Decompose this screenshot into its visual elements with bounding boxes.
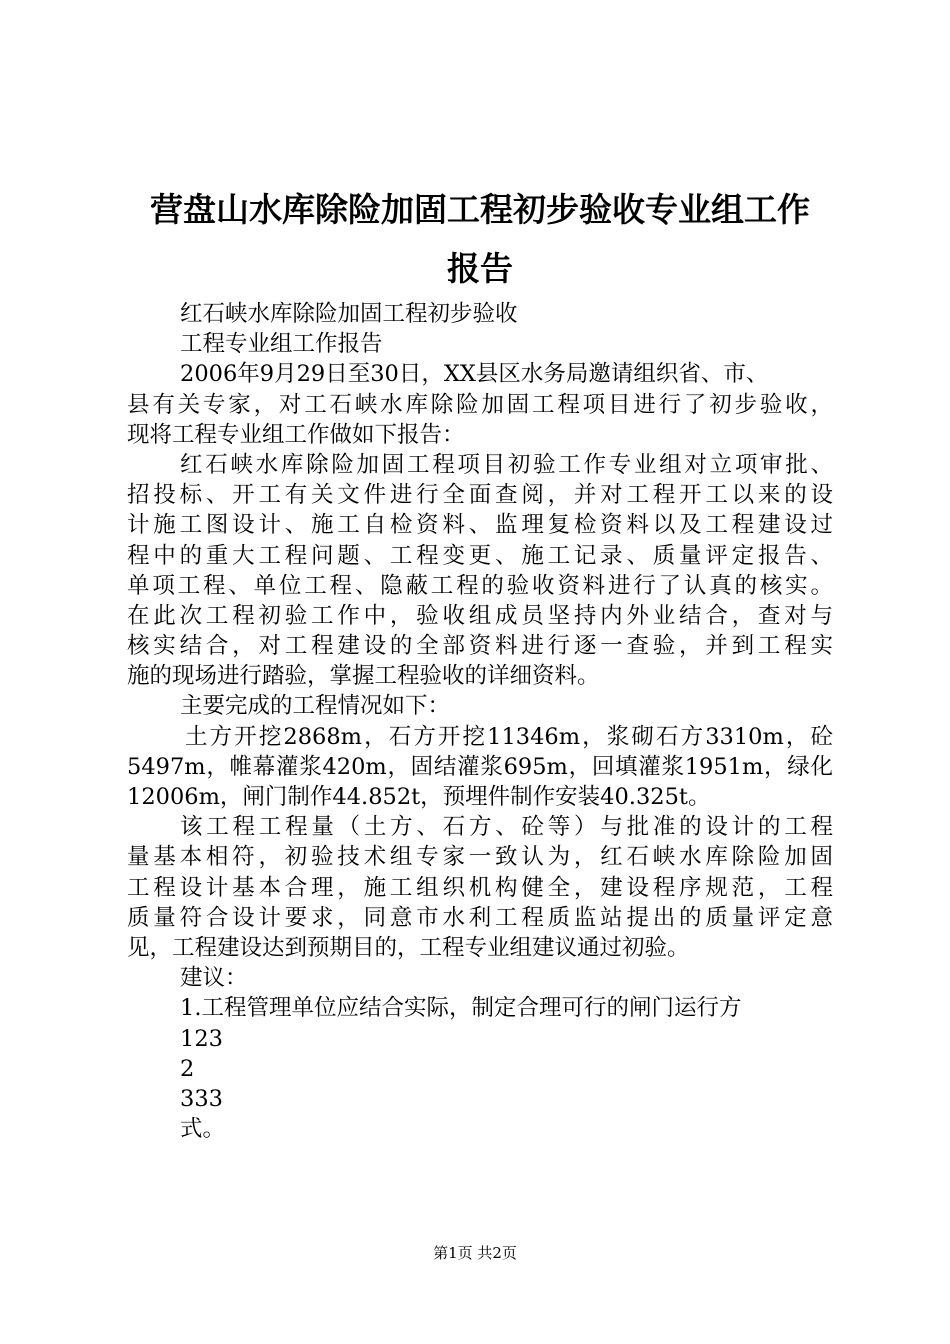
stray-text-line: 333 bbox=[180, 1085, 223, 1112]
quantities-line: 12006m，闸门制作44.852t，预埋件制作安装40.325t。 bbox=[127, 784, 711, 810]
paragraph-intro-line: 现将工程专业组工作做如下报告： bbox=[127, 421, 465, 448]
paragraph-review-line: 程中的重大工程问题、工程变更、施工记录、质量评定报告、 bbox=[127, 542, 833, 569]
stray-text-line: 2 bbox=[180, 1055, 195, 1082]
paragraph-intro-line: 县有关专家，对工石峡水库除险加固工程项目进行了初步验收， bbox=[127, 391, 833, 418]
document-title-line-1: 营盘山水库除险加固工程初步验收专业组工作 bbox=[150, 190, 810, 229]
quantities-line: 5497m，帷幕灌浆420m，固结灌浆695m，回填灌浆1951m，绿化 bbox=[127, 753, 833, 780]
section-heading-works: 主要完成的工程情况如下： bbox=[180, 693, 451, 720]
suggestion-item-1-end: 式。 bbox=[180, 1116, 226, 1143]
paragraph-review-line: 施的现场进行踏验，掌握工程验收的详细资料。 bbox=[127, 663, 600, 690]
paragraph-conclusion-line: 量基本相符，初验技术组专家一致认为，红石峡水库除险加固 bbox=[127, 844, 833, 871]
paragraph-review-line: 在此次工程初验工作中，验收组成员坚持内外业结合，查对与 bbox=[127, 602, 833, 629]
paragraph-conclusion-line: 见，工程建设达到预期目的，工程专业组建议通过初验。 bbox=[127, 934, 690, 961]
paragraph-conclusion-line: 质量符合设计要求，同意市水利工程质监站提出的质量评定意 bbox=[127, 904, 833, 931]
paragraph-review-line: 计施工图设计、施工自检资料、监理复检资料以及工程建设过 bbox=[127, 512, 833, 539]
paragraph-review-line: 招投标、开工有关文件进行全面查阅，并对工程开工以来的设 bbox=[127, 482, 833, 509]
document-title-line-2: 报告 bbox=[447, 249, 513, 288]
subtitle-line-1: 红石峡水库除险加固工程初步验收 bbox=[180, 301, 518, 327]
page-footer: 第1页 共2页 bbox=[433, 1244, 517, 1262]
document-body bbox=[127, 299, 833, 1144]
stray-text-line: 123 bbox=[180, 1025, 223, 1052]
section-heading-suggestions: 建议： bbox=[180, 965, 248, 992]
paragraph-intro-line: 2006年9月29日至30日，XX县区水务局邀请组织省、市、 bbox=[180, 361, 769, 388]
paragraph-review-line: 单项工程、单位工程、隐蔽工程的验收资料进行了认真的核实。 bbox=[127, 572, 833, 599]
paragraph-conclusion-line: 工程设计基本合理，施工组织机构健全，建设程序规范，工程 bbox=[127, 874, 833, 901]
quantities-line: 土方开挖2868m，石方开挖11346m，浆砌石方3310m，砼 bbox=[185, 723, 833, 750]
paragraph-review-line: 核实结合，对工程建设的全部资料进行逐一查验，并到工程实 bbox=[127, 633, 833, 660]
paragraph-review-line: 红石峡水库除险加固工程项目初验工作专业组对立项审批、 bbox=[180, 451, 833, 478]
subtitle-line-2: 工程专业组工作报告 bbox=[180, 331, 383, 358]
paragraph-conclusion-line: 该工程工程量（土方、石方、砼等）与批准的设计的工程 bbox=[180, 814, 833, 841]
suggestion-item-1: 1.工程管理单位应结合实际，制定合理可行的闸门运行方 bbox=[180, 995, 742, 1022]
